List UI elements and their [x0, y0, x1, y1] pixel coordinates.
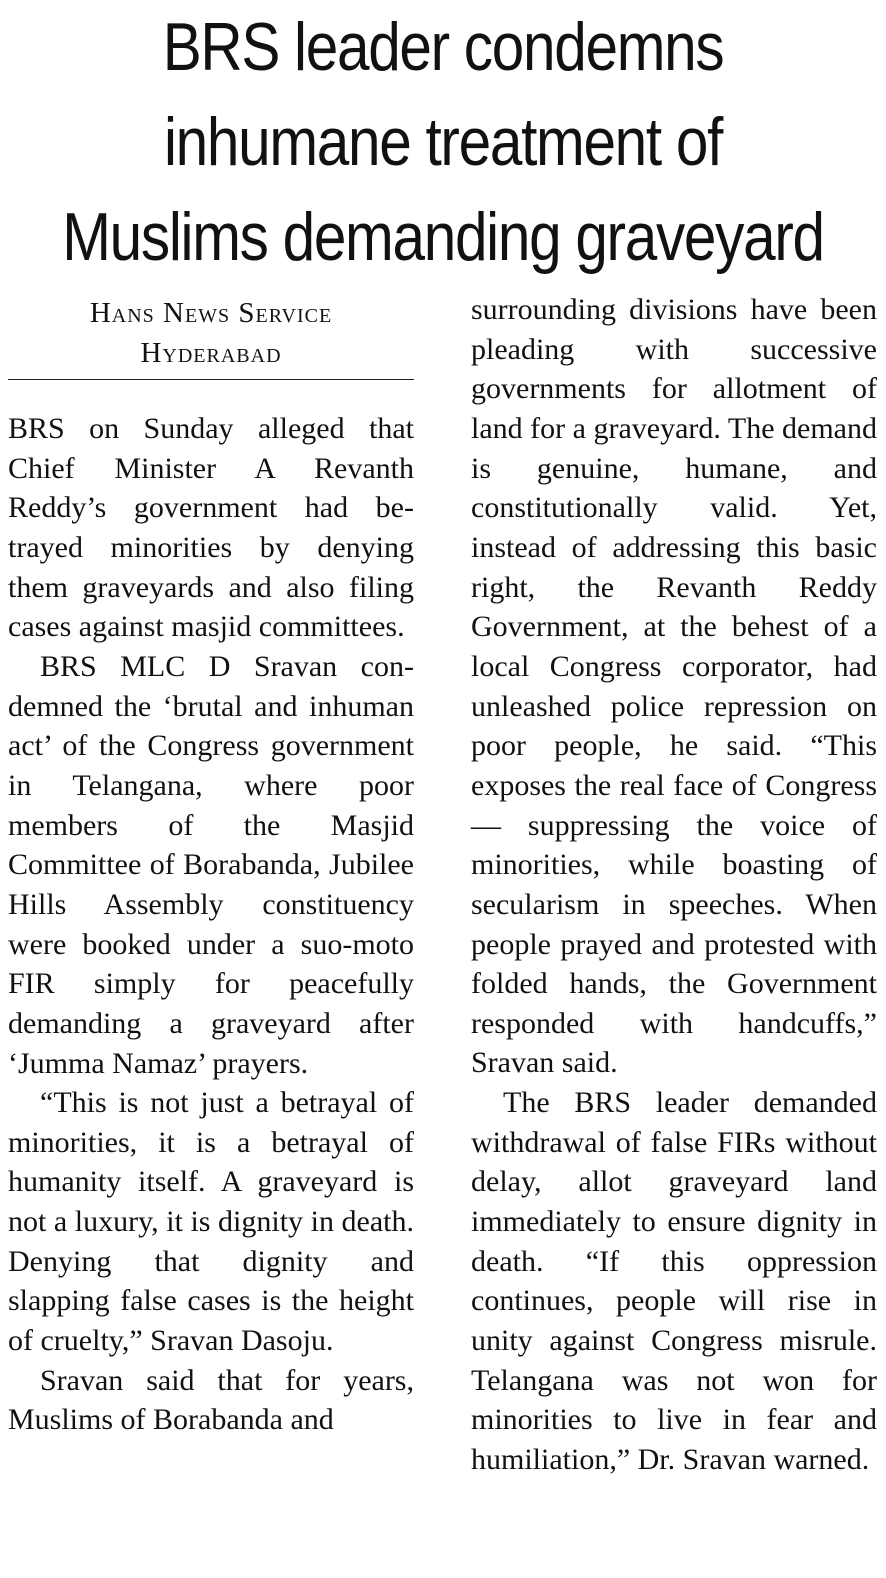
- article-paragraph-3: “This is not just a betrayal of minorities, it is a betrayal of humanity itself. A graveyard is not a luxury, it is dignity in death. Denying that dignity and slapping false cases is the height of cruelty,” Sravan Dasoju.: [8, 1086, 414, 1358]
- article-paragraph-1: BRS on Sunday alleged that Chief Minister A Revanth Reddy’s government had betrayed minorities by denying them graveyards and also filing cases against masjid committees.: [8, 412, 414, 644]
- byline-service: Hans News Service: [89, 297, 333, 329]
- byline-location: Hyderabad: [140, 337, 282, 369]
- article-paragraph-4-continued: surrounding divisions have been pleading with successive governments for allotment of land for a graveyard. The demand is genuine, humane, and constitutionally valid. Yet, instead of addressing this basic right, the Revanth Reddy Government, at the behest of a local Congress corporator, had unleashed police repression on poor people, he said. “This exposes the real face of Congress — suppressing the voice of minorities, while boasting of secularism in speeches. When people prayed and protested with folded hands, the Government responded with handcuffs,” Sravan said.: [471, 293, 877, 1080]
- headline-line-1: BRS leader condemns: [162, 9, 724, 85]
- article-column-right: [471, 290, 877, 1480]
- headline-line-3: Muslims demanding graveyard: [62, 199, 824, 275]
- headline-line-2: inhumane treatment of: [163, 104, 723, 180]
- byline: [8, 293, 414, 373]
- headline: [62, 0, 824, 275]
- article-column-left: [8, 409, 414, 1440]
- article-paragraph-5: The BRS leader demanded withdrawal of false FIRs without delay, allot graveyard land immediately to ensure dignity in death. “If this oppression continues, people will rise in unity against Congress misrule. Telangana was not won for minorities to live in fear and humiliation,” Dr. Sravan warned.: [471, 1086, 877, 1477]
- article-paragraph-2: BRS MLC D Sravan condemned the ‘brutal and inhuman act’ of the Congress government in Telangana, where poor members of the Masjid Committee of Borabanda, Jubilee Hills Assembly constituency were booked under a suo-moto FIR simply for peacefully demanding a graveyard after ‘Jumma Namaz’ prayers.: [8, 649, 414, 1080]
- byline-divider: [8, 379, 414, 380]
- article-paragraph-4-start: Sravan said that for years, Muslims of Borabanda and: [8, 1363, 414, 1437]
